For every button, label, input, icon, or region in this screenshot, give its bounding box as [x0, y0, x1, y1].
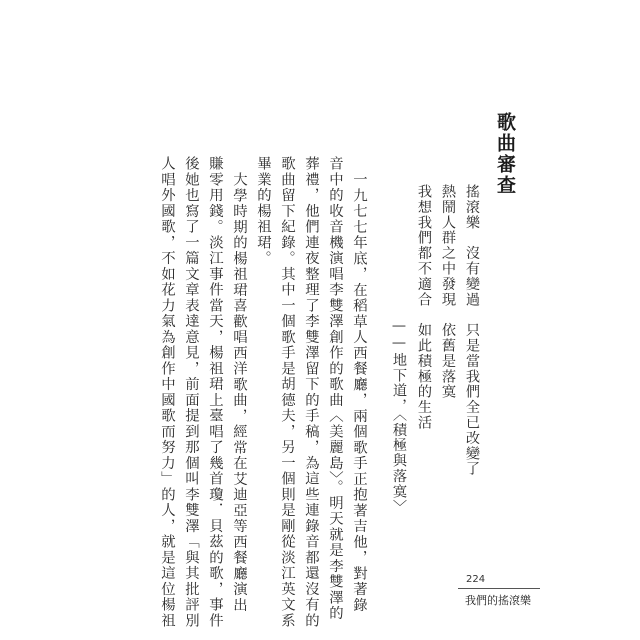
body-text-line: 畢業的楊祖珺。 — [255, 156, 271, 267]
body-text-line: 音中的收音機演唱李雙澤創作的歌曲〈美麗島〉。明天就是李雙澤的 — [327, 156, 343, 622]
body-text-line: 一九七七年底，在稻草人西餐廳，兩個歌手正抱著吉他，對著錄 — [351, 172, 367, 613]
footer-divider — [458, 588, 540, 589]
lyric-line: 搖滾樂 沒有變過 只是當我們全已改變了 — [464, 184, 480, 477]
body-text-line: 歌曲留下紀錄。其中一個歌手是胡德夫，另一個則是剛從淡江英文系 — [279, 156, 295, 629]
running-title: 我們的搖滾樂 — [465, 594, 531, 607]
lyric-line: 我想我們都不適合 如此積極的生活 — [416, 184, 432, 431]
page-number: 224 — [466, 574, 486, 585]
body-text-line: 賺零用錢。淡江事件當天，楊祖珺上臺唱了幾首瓊．貝茲的歌，事件 — [207, 156, 223, 629]
body-text-line: 人唱外國歌，不如花力氣為創作中國歌而努力」的人，就是這位楊祖 — [159, 156, 175, 629]
body-text-line: 大學時期的楊祖珺喜歡唱西洋歌曲，經常在艾迪亞等西餐廳演出 — [231, 172, 247, 613]
body-text-line: 葬禮，他們連夜整理了李雙澤留下的手稿，為這些連錄音都還沒有的 — [303, 156, 319, 629]
body-text-line: 後她也寫了一篇文章表達意見，前面提到那個叫李雙澤「與其批評別 — [183, 156, 199, 629]
lyric-attribution: ——地下道，〈積極與落寞〉 — [391, 318, 407, 515]
section-title: 歌曲審查 — [494, 112, 516, 196]
lyric-line: 熱鬧人群之中發現 依舊是落寞 — [440, 184, 456, 400]
